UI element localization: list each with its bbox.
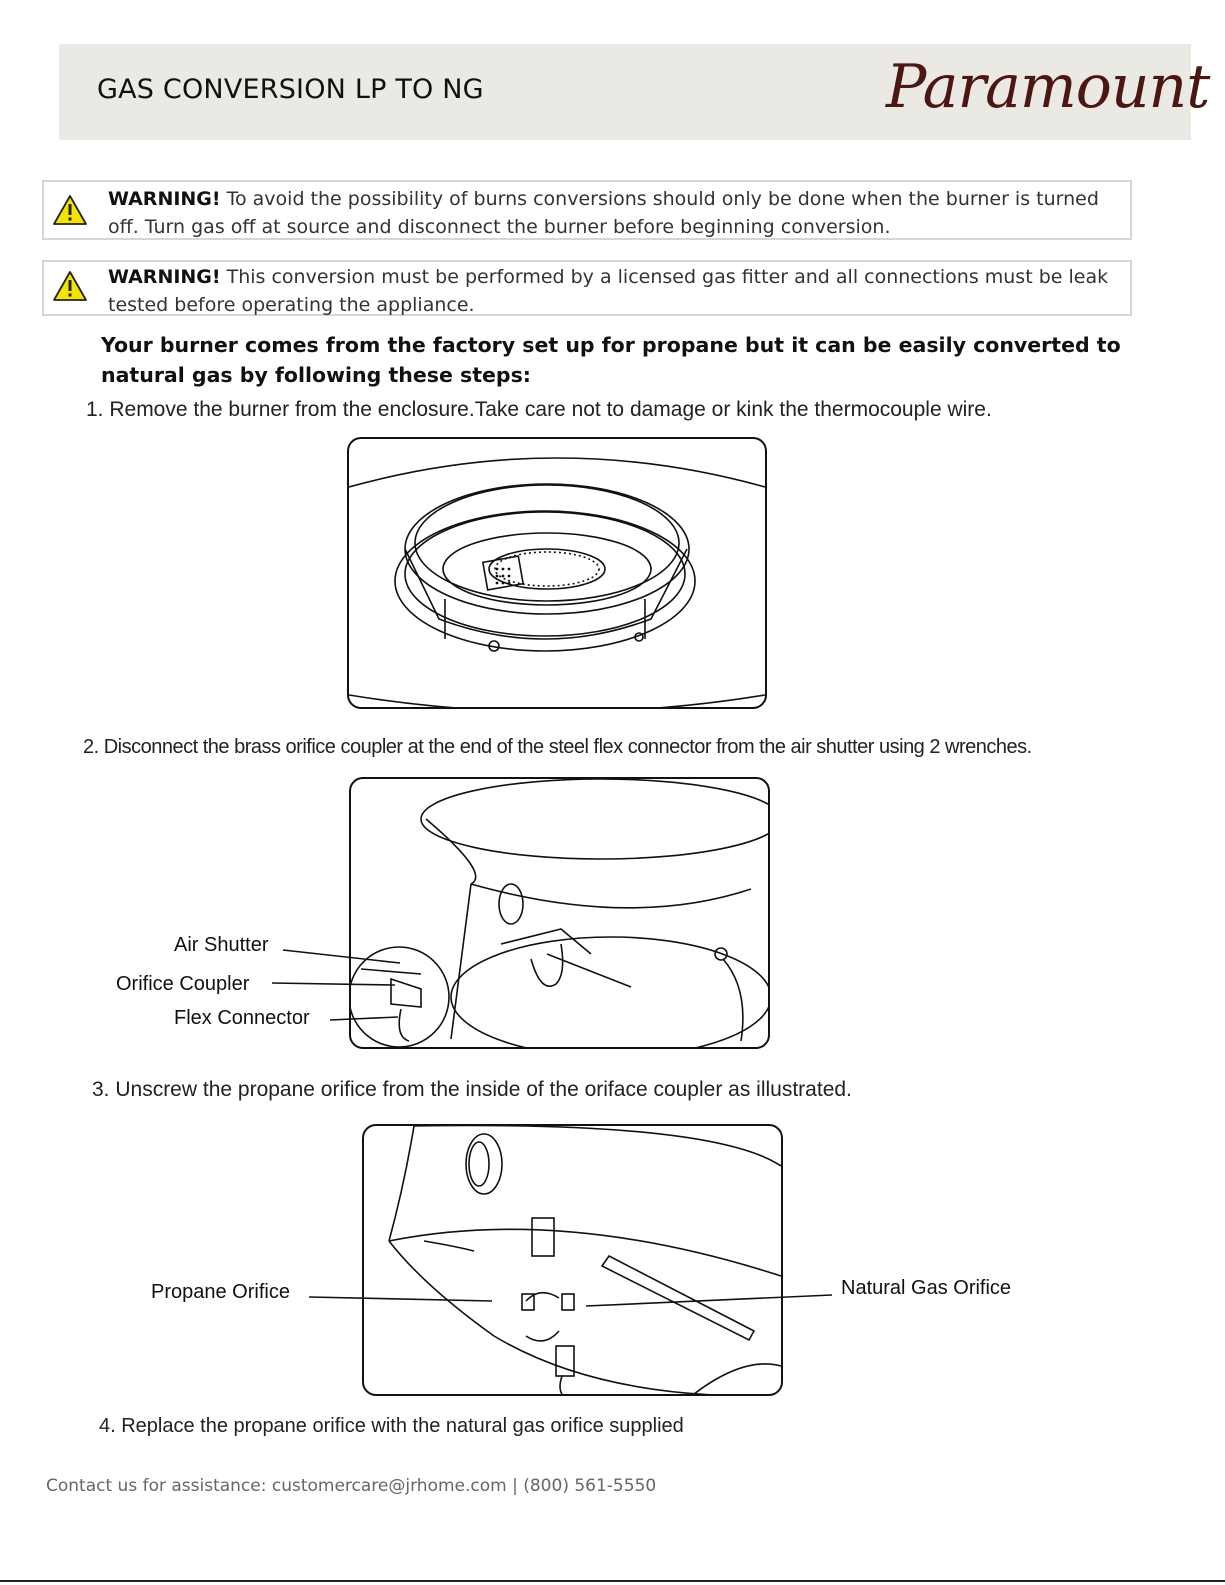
document-title: GAS CONVERSION LP TO NG: [97, 74, 484, 105]
warning-label: WARNING!: [108, 266, 221, 288]
step-4-text: 4. Replace the propane orifice with the natural gas orifice supplied: [99, 1415, 684, 1437]
natural-gas-orifice-label: Natural Gas Orifice: [841, 1277, 1012, 1299]
step-2-text: 2. Disconnect the brass orifice coupler at the end of the steel flex connector from the air shutter using 2 wrenches.: [83, 736, 1032, 758]
propane-orifice-label: Propane Orifice: [151, 1281, 290, 1303]
step-3-text: 3. Unscrew the propane orifice from the inside of the oriface coupler as illustrated.: [92, 1078, 852, 1101]
warning-label: WARNING!: [108, 188, 221, 210]
footer-contact: Contact us for assistance: customercare@jrhome.com | (800) 561-5550: [46, 1476, 657, 1496]
orifice-coupler-label: Orifice Coupler: [116, 973, 250, 995]
intro-paragraph: Your burner comes from the factory set up for propane but it can be easily converted to natural gas by following these steps:: [101, 333, 1121, 387]
air-shutter-label: Air Shutter: [174, 934, 269, 956]
warning-message: To avoid the possibility of burns conversions should only be done when the burner is turned off. Turn gas off at source and disconnect the burner before beginning conversion.: [108, 188, 1099, 238]
brand-logo: Paramount: [886, 52, 1210, 122]
step-1-text: 1. Remove the burner from the enclosure.Take care not to damage or kink the thermocouple wire.: [86, 398, 992, 421]
warning-message: This conversion must be performed by a licensed gas fitter and all connections must be leak tested before operating the appliance.: [108, 266, 1109, 315]
page-bottom-rule: [0, 1580, 1225, 1582]
flex-connector-label: Flex Connector: [174, 1007, 310, 1029]
